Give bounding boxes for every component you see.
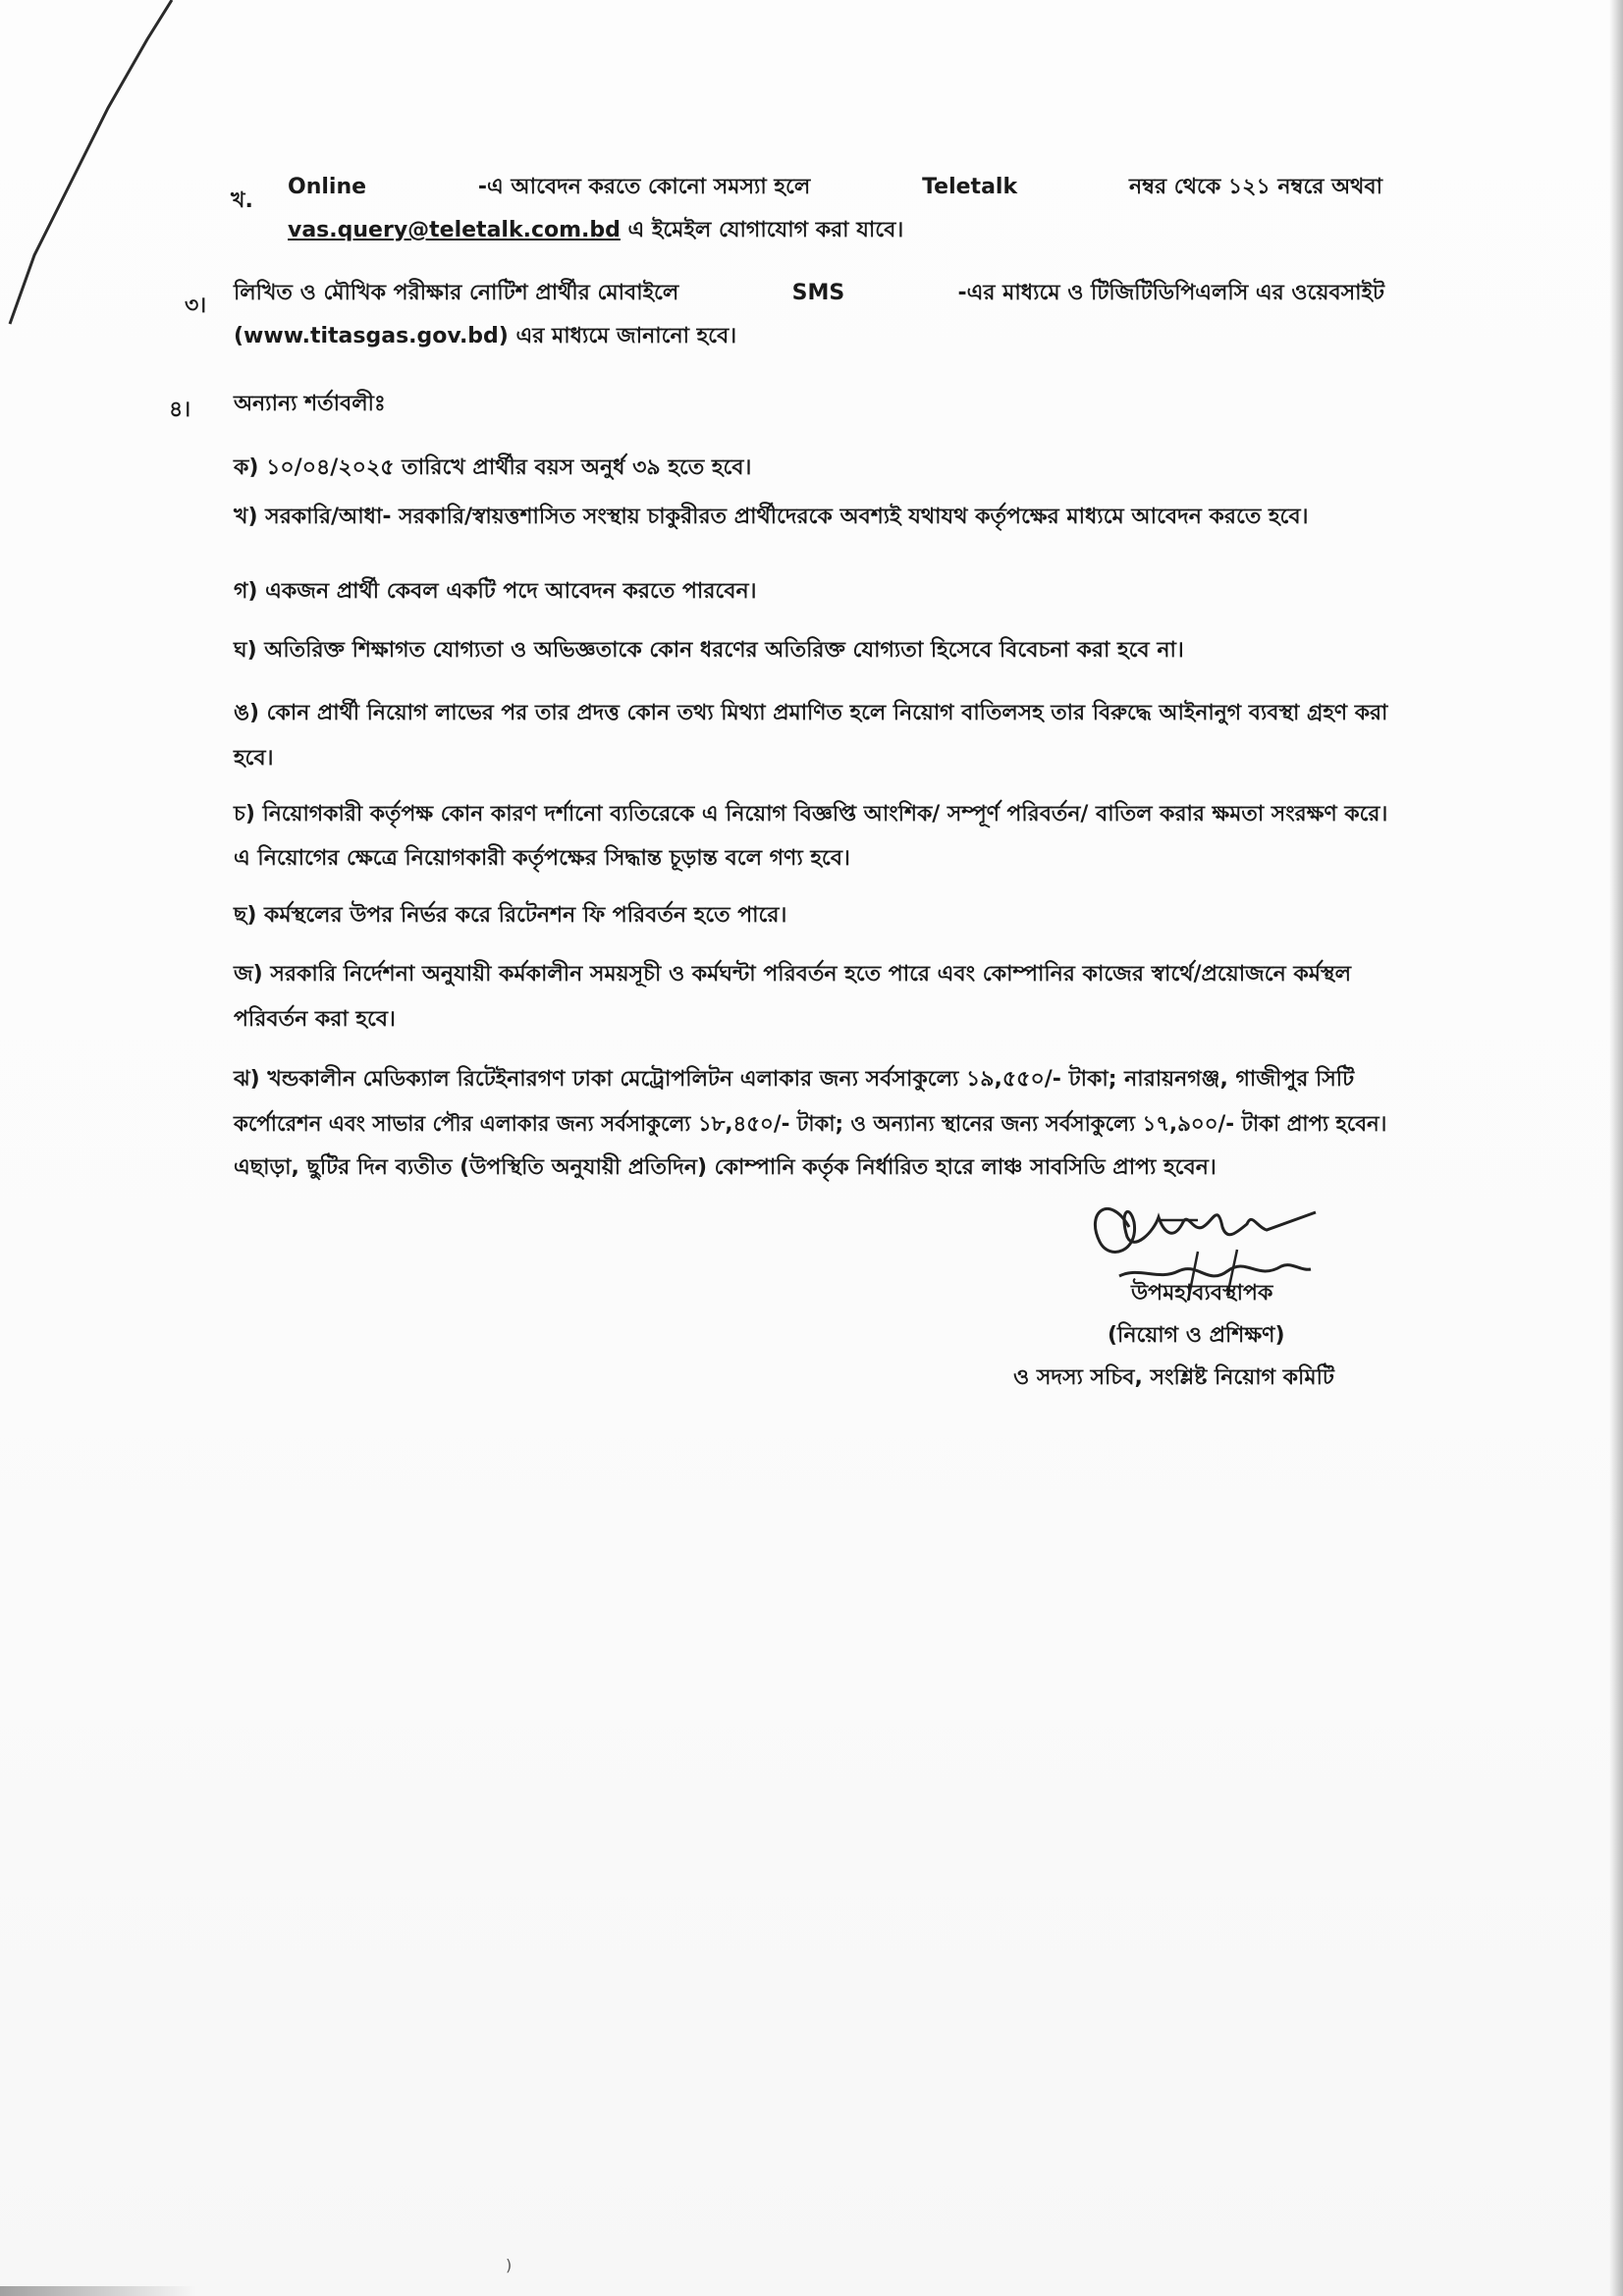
item-kha-line2: [288, 216, 903, 245]
condition-item-line: চ) নিয়োগকারী কর্তৃপক্ষ কোন কারণ দর্শানো ব্যতিরেকে এ নিয়োগ বিজ্ঞপ্তি আংশিক/ সম্পূর্ণ পরিবর্তন/ বাতিল করার ক্ষমতা সংরক্ষণ করে।: [234, 802, 1388, 827]
condition-item-line: এ নিয়োগের ক্ষেত্রে নিয়োগকারী কর্তৃপক্ষের সিদ্ধান্ত চূড়ান্ত বলে গণ্য হবে।: [234, 846, 850, 871]
scan-edge-mark: [0, 0, 196, 353]
section4-heading: অন্যান্য শর্তাবলীঃ: [234, 392, 386, 416]
signatory-title: উপমহাব্যবস্থাপক: [1131, 1281, 1273, 1306]
section3-line2: [234, 322, 736, 351]
section3-line1: [234, 279, 1384, 308]
condition-item-line: গ) একজন প্রার্থী কেবল একটি পদে আবেদন করতে পারবেন।: [234, 579, 757, 604]
item-kha-seg: -এ আবেদন করতে কোনো সমস্যা হলে: [477, 175, 811, 199]
item-kha-line2-rest: এ ইমেইল যোগাযোগ করা যাবে।: [620, 218, 904, 242]
condition-item-line: ঘ) অতিরিক্ত শিক্ষাগত যোগ্যতা ও অভিজ্ঞতাকে কোন ধরণের অতিরিক্ত যোগ্যতা হিসেবে বিবেচনা করা হবে না।: [234, 638, 1184, 663]
condition-item-line: খ) সরকারি/আধা- সরকারি/স্বায়ত্তশাসিত সংস্থায় চাকুরীরত প্রার্থীদেরকে অবশ্যই যথাযথ কর্তৃপক্ষের মাধ্যমে আবেদন করতে হবে।: [234, 505, 1309, 529]
scan-edge-shadow: [1609, 0, 1623, 2296]
section3-text-c: এর মাধ্যমে জানানো হবে।: [508, 324, 737, 348]
section3-sms: SMS: [791, 281, 845, 305]
condition-item-line: ঝ) খন্ডকালীন মেডিক্যাল রিটেইনারগণ ঢাকা মেট্রোপলিটন এলাকার জন্য সর্বসাকুল্যে ১৯,৫৫০/- টাকা; নারায়নগঞ্জ, গাজীপুর সিটি: [234, 1067, 1355, 1092]
signatory-dept: (নিয়োগ ও প্রশিক্ষণ): [1108, 1323, 1285, 1348]
section3-text-a: লিখিত ও মৌখিক পরীক্ষার নোটিশ প্রার্থীর মোবাইলে: [234, 281, 679, 305]
condition-item-line: ক) ১০/০৪/২০২৫ তারিখে প্রার্থীর বয়স অনুর্ধ ৩৯ হতে হবে।: [234, 455, 752, 480]
section4-number: ৪।: [169, 398, 191, 422]
condition-item-line: পরিবর্তন করা হবে।: [234, 1007, 396, 1032]
condition-item-line: কর্পোরেশন এবং সাভার পৌর এলাকার জন্য সর্বসাকুল্যে ১৮,৪৫০/- টাকা; ও অন্যান্য স্থানের জন্য সর্বসাকুল্যে ১৭,৯০০/- টাকা প্রাপ্য হবেন।: [234, 1112, 1387, 1137]
condition-item-line: জ) সরকারি নির্দেশনা অনুযায়ী কর্মকালীন সময়সূচী ও কর্মঘন্টা পরিবর্তন হতে পারে এবং কোম্পানির কাজের স্বার্থে/প্রয়োজনে কর্মস্থল: [234, 962, 1351, 987]
signatory-role: ও সদস্য সচিব, সংশ্লিষ্ট নিয়োগ কমিটি: [1013, 1365, 1334, 1390]
website-link[interactable]: (www.titasgas.gov.bd): [234, 324, 509, 348]
condition-item-line: হবে।: [234, 746, 274, 771]
item-kha-seg: Online: [288, 175, 367, 199]
condition-item-line: ঙ) কোন প্রার্থী নিয়োগ লাভের পর তার প্রদত্ত কোন তথ্য মিথ্যা প্রমাণিত হলে নিয়োগ বাতিলসহ তার বিরুদ্ধে আইনানুগ ব্যবস্থা গ্রহণ করা: [234, 701, 1388, 725]
condition-item-line: ছ) কর্মস্থলের উপর নির্ভর করে রিটেনশন ফি পরিবর্তন হতে পারে।: [234, 903, 787, 928]
section3-text-b: -এর মাধ্যমে ও টিজিটিডিপিএলসি এর ওয়েবসাইট: [957, 281, 1384, 305]
item-kha-marker: খ.: [231, 188, 253, 213]
scan-bottom-shadow: [0, 2286, 196, 2296]
condition-item-line: এছাড়া, ছুটির দিন ব্যতীত (উপস্থিতি অনুযায়ী প্রতিদিন) কোম্পানি কর্তৃক নির্ধারিত হারে লাঞ্চ সাবসিডি প্রাপ্য হবেন।: [234, 1155, 1217, 1180]
item-kha-seg: নম্বর থেকে ১২১ নম্বরে অথবা: [1128, 175, 1382, 199]
section3-number: ৩।: [185, 294, 207, 318]
footer-mark: ): [506, 2256, 513, 2274]
item-kha-line1: [288, 173, 1382, 202]
item-kha-seg: Teletalk: [922, 175, 1018, 199]
email-link[interactable]: vas.query@teletalk.com.bd: [288, 218, 621, 242]
